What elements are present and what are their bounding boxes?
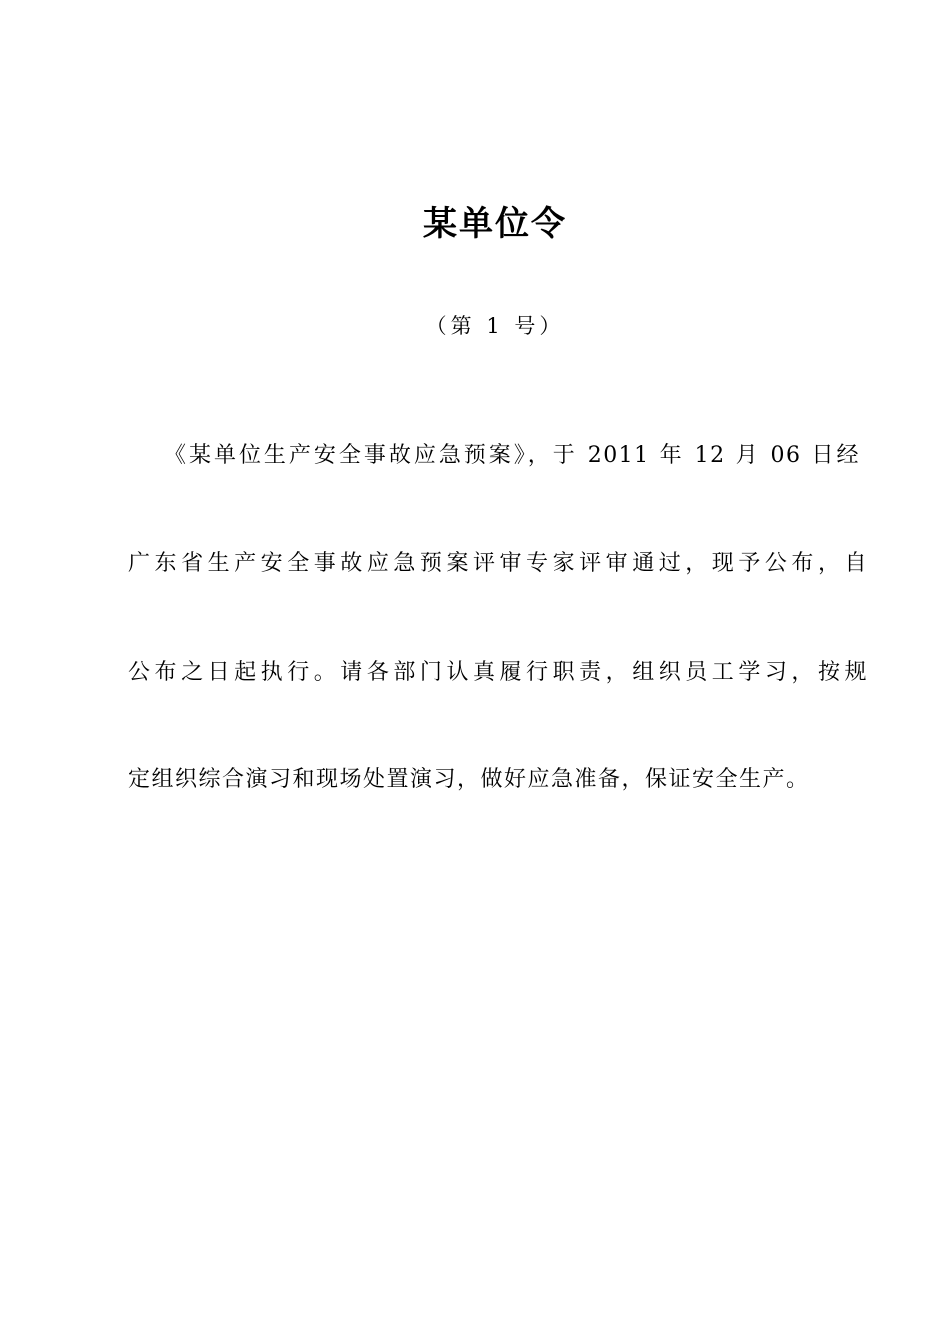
document-title: 某单位令 [423, 204, 567, 244]
body-paragraph-line: 定组织综合演习和现场处置演习，做好应急准备，保证安全生产。 [128, 767, 810, 792]
document-number: （第 1 号） [425, 314, 565, 338]
body-paragraph-line: 公布之日起执行。请各部门认真履行职责，组织员工学习，按规 [128, 660, 868, 685]
body-paragraph-line: 《某单位生产安全事故应急预案》，于 2011 年 12 月 06 日经 [164, 443, 860, 468]
body-paragraph-line: 广东省生产安全事故应急预案评审专家评审通过，现予公布，自 [128, 551, 868, 576]
